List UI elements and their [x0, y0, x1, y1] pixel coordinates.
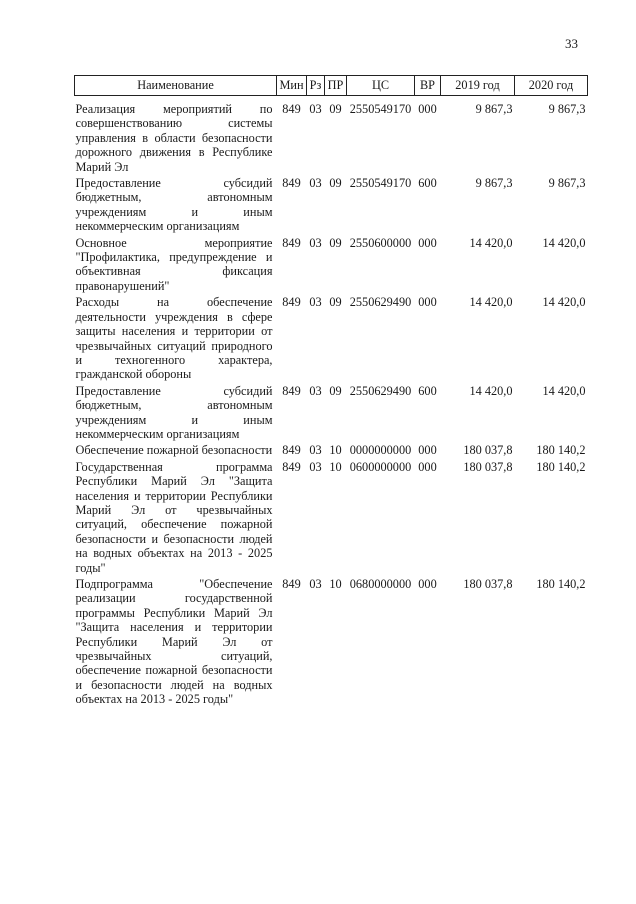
row-min: 849 — [282, 383, 301, 398]
row-name: Предоставление субсидий бюджетным, автономным учреждениям и иным некоммерческим организациям — [75, 383, 273, 441]
row-pr: 09 — [329, 176, 342, 191]
table-row — [75, 235, 588, 295]
row-vr: 600 — [418, 176, 437, 191]
header-2020: 2020 год — [515, 76, 588, 96]
row-name: Реализация мероприятий по совершенствованию системы управления в области безопасности дорожного движения в Республике Марий Эл — [75, 102, 273, 174]
row-cs: 2550549170 — [349, 176, 412, 191]
header-name: Наименование — [75, 76, 277, 96]
row-min: 849 — [282, 176, 301, 191]
row-min: 849 — [282, 295, 301, 310]
row-2020: 14 420,0 — [542, 383, 586, 398]
row-2020: 9 867,3 — [548, 102, 586, 116]
row-pr: 10 — [329, 459, 342, 474]
table-row — [75, 383, 588, 443]
row-vr: 600 — [418, 383, 437, 398]
row-2019: 14 420,0 — [469, 235, 513, 250]
row-name: Основное мероприятие "Профилактика, предупреждение и объективная фиксация правонарушений" — [75, 235, 273, 293]
row-2020: 9 867,3 — [548, 176, 586, 191]
row-2019: 180 037,8 — [463, 459, 513, 474]
header-rz: Рз — [307, 76, 325, 96]
row-rz: 03 — [309, 176, 322, 191]
table-row — [75, 442, 588, 458]
row-name: Государственная программа Республики Марий Эл "Защита населения и территории Республики Марий Эл от чрезвычайных ситуаций, обеспечение пожарной безопасности и безопасности людей на водных объектах на 2013 - 2025 годы" — [75, 459, 273, 575]
row-name: Предоставление субсидий бюджетным, автономным учреждениям и иным некоммерческим организациям — [75, 176, 273, 234]
row-vr: 000 — [418, 459, 437, 474]
row-name: Обеспечение пожарной безопасности — [75, 443, 273, 458]
row-rz: 03 — [309, 295, 322, 310]
row-rz: 03 — [309, 577, 322, 591]
header-vr: ВР — [415, 76, 441, 96]
row-vr: 000 — [418, 295, 437, 310]
table-row — [75, 175, 588, 235]
row-2019: 9 867,3 — [475, 176, 513, 191]
row-pr: 10 — [329, 577, 342, 591]
row-rz: 03 — [309, 459, 322, 474]
row-pr: 09 — [329, 383, 342, 398]
row-cs: 2550549170 — [349, 102, 412, 116]
page-number: 33 — [565, 36, 578, 51]
row-min: 849 — [282, 577, 301, 591]
row-2019: 14 420,0 — [469, 295, 513, 310]
table-row — [75, 459, 588, 576]
row-min: 849 — [282, 235, 301, 250]
row-2020: 180 140,2 — [536, 459, 586, 474]
table-row — [75, 96, 588, 176]
row-cs: 0000000000 — [349, 443, 412, 458]
table-row — [75, 294, 588, 382]
row-rz: 03 — [309, 102, 322, 116]
row-cs: 2550629490 — [349, 295, 412, 310]
row-vr: 000 — [418, 577, 437, 591]
header-cs: ЦС — [347, 76, 415, 96]
row-2020: 180 140,2 — [536, 443, 586, 458]
row-2019: 9 867,3 — [475, 102, 513, 116]
row-pr: 09 — [329, 295, 342, 310]
table-header — [75, 76, 588, 96]
row-min: 849 — [282, 459, 301, 474]
row-vr: 000 — [418, 102, 437, 116]
header-2019: 2019 год — [441, 76, 515, 96]
header-pr: ПР — [325, 76, 347, 96]
row-2019: 14 420,0 — [469, 383, 513, 398]
row-cs: 2550629490 — [349, 383, 412, 398]
row-rz: 03 — [309, 383, 322, 398]
row-rz: 03 — [309, 443, 322, 458]
row-2020: 14 420,0 — [542, 295, 586, 310]
row-vr: 000 — [418, 235, 437, 250]
row-cs: 0600000000 — [349, 459, 412, 474]
row-rz: 03 — [309, 235, 322, 250]
row-pr: 10 — [329, 443, 342, 458]
row-name: Подпрограмма "Обеспечение реализации государственной программы Республики Марий Эл "Защита населения и территории Республики Марий Эл от чрезвычайных ситуаций, обеспечение пожарной безопасности и безопасности людей на водных объектах на 2013 - 2025 годы" — [75, 577, 273, 707]
row-cs: 2550600000 — [349, 235, 412, 250]
row-2020: 180 140,2 — [536, 577, 586, 591]
row-vr: 000 — [418, 443, 437, 458]
header-min: Мин — [277, 76, 307, 96]
row-pr: 09 — [329, 235, 342, 250]
row-2019: 180 037,8 — [463, 577, 513, 591]
row-cs: 0680000000 — [349, 577, 412, 591]
budget-table — [74, 75, 588, 708]
row-name: Расходы на обеспечение деятельности учреждения в сфере защиты населения и территории от чрезвычайных ситуаций природного и техногенного характера, гражданской обороны — [75, 295, 273, 382]
table-body — [75, 96, 588, 708]
row-2019: 180 037,8 — [463, 443, 513, 458]
row-min: 849 — [282, 443, 301, 458]
row-min: 849 — [282, 102, 301, 116]
row-pr: 09 — [329, 102, 342, 116]
row-2020: 14 420,0 — [542, 235, 586, 250]
table-row — [75, 576, 588, 708]
